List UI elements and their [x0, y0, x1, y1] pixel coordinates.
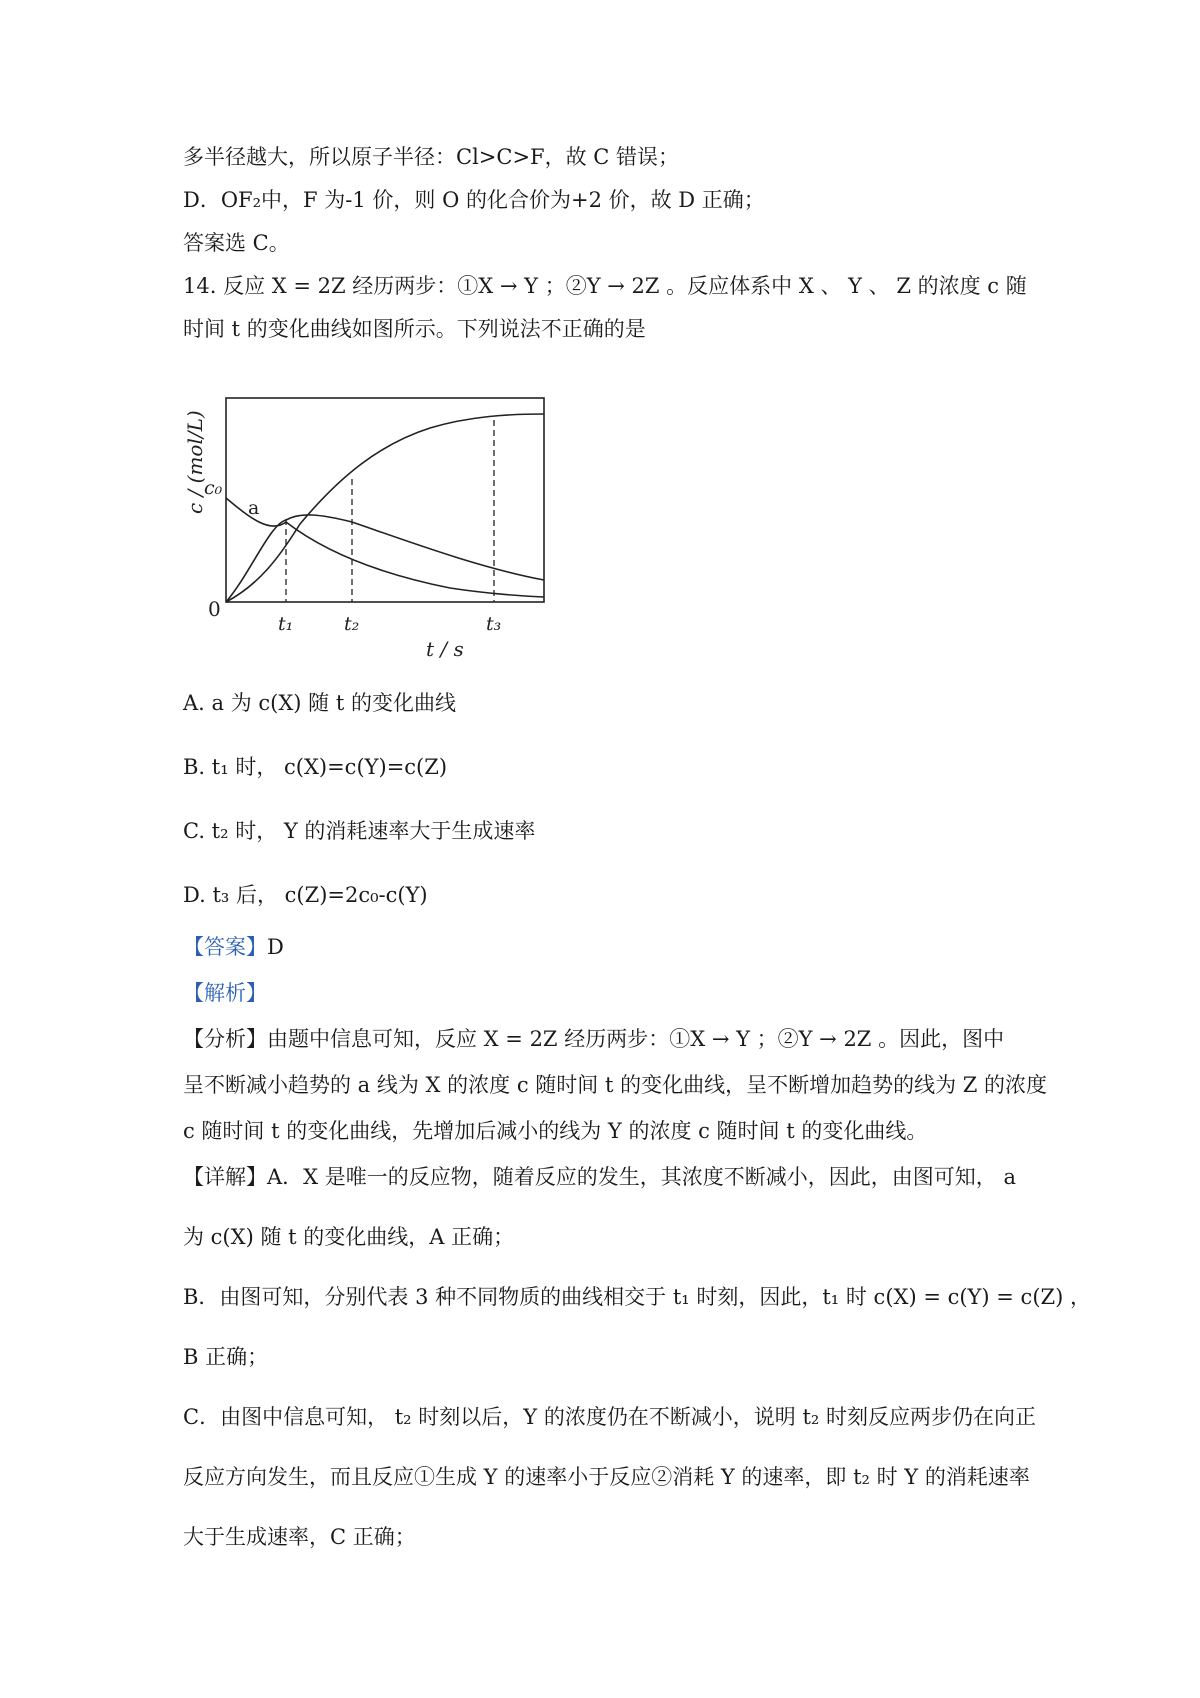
curve-y — [226, 515, 544, 602]
option-c: C. t₂ 时， Y 的消耗速率大于生成速率 — [183, 819, 536, 843]
question-14-line-1: 14. 反应 X = 2Z 经历两步：①X → Y ；②Y → 2Z 。反应体系中 X 、 Y 、 Z 的浓度 c 随 — [183, 274, 1027, 298]
y-axis-label: c / (mol/L) — [183, 410, 207, 514]
option-d: D. t₃ 后， c(Z)=2c₀-c(Y) — [183, 883, 428, 907]
curve-z — [226, 414, 544, 602]
detail-line-2: 为 c(X) 随 t 的变化曲线，A 正确； — [183, 1225, 515, 1249]
detail-line-5: C．由图中信息可知， t₂ 时刻以后，Y 的浓度仍在不断减小，说明 t₂ 时刻反应两步仍在向正 — [183, 1405, 1037, 1429]
curve-x — [226, 498, 544, 597]
t1-label: t₁ — [278, 613, 294, 635]
analysis-line-3: c 随时间 t 的变化曲线，先增加后减小的线为 Y 的浓度 c 随时间 t 的变化曲线。 — [183, 1119, 928, 1143]
detail-tag: 【详解】 — [183, 1165, 267, 1189]
analysis-subtag: 【分析】 — [183, 1027, 267, 1051]
curve-a-label: a — [248, 497, 260, 519]
text-line-2: D．OF₂中，F 为-1 价，则 O 的化合价为+2 价，故 D 正确； — [183, 188, 765, 212]
t2-label: t₂ — [344, 613, 360, 635]
x-axis-label: t / s — [426, 637, 464, 661]
detail-line-4: B 正确； — [183, 1345, 269, 1369]
detail-line-1: 【详解】A．X 是唯一的反应物，随着反应的发生，其浓度不断减小，因此，由图可知， a — [183, 1165, 1016, 1189]
option-a: A. a 为 c(X) 随 t 的变化曲线 — [183, 691, 456, 715]
detail-line-3: B．由图可知，分别代表 3 种不同物质的曲线相交于 t₁ 时刻，因此，t₁ 时 c(X) = c(Y) = c(Z) ， — [183, 1285, 1091, 1309]
t3-label: t₃ — [486, 613, 502, 635]
analysis-line-1: 【分析】由题中信息可知，反应 X = 2Z 经历两步：①X → Y ；②Y → 2Z 。因此，图中 — [183, 1027, 1005, 1051]
c0-label: c₀ — [204, 477, 223, 499]
concentration-time-figure — [183, 384, 570, 664]
analysis-tag: 【解析】 — [183, 981, 267, 1005]
detail-line-6: 反应方向发生，而且反应①生成 Y 的速率小于反应②消耗 Y 的速率，即 t₂ 时 Y 的消耗速率 — [183, 1465, 1030, 1489]
answer-line — [183, 932, 284, 962]
origin-label: 0 — [208, 597, 221, 621]
answer-value: D — [267, 935, 284, 959]
analysis-line-2: 呈不断减小趋势的 a 线为 X 的浓度 c 随时间 t 的变化曲线，呈不断增加趋势的线为 Z 的浓度 — [183, 1073, 1048, 1097]
option-b: B. t₁ 时， c(X)=c(Y)=c(Z) — [183, 755, 448, 779]
detail-line-7: 大于生成速率，C 正确； — [183, 1525, 416, 1549]
answer-tag: 【答案】 — [183, 935, 267, 959]
text-line-1: 多半径越大，所以原子半径：Cl>C>F，故 C 错误； — [183, 145, 680, 169]
text-line-3: 答案选 C。 — [183, 231, 290, 255]
question-14-line-2: 时间 t 的变化曲线如图所示。下列说法不正确的是 — [183, 317, 646, 341]
